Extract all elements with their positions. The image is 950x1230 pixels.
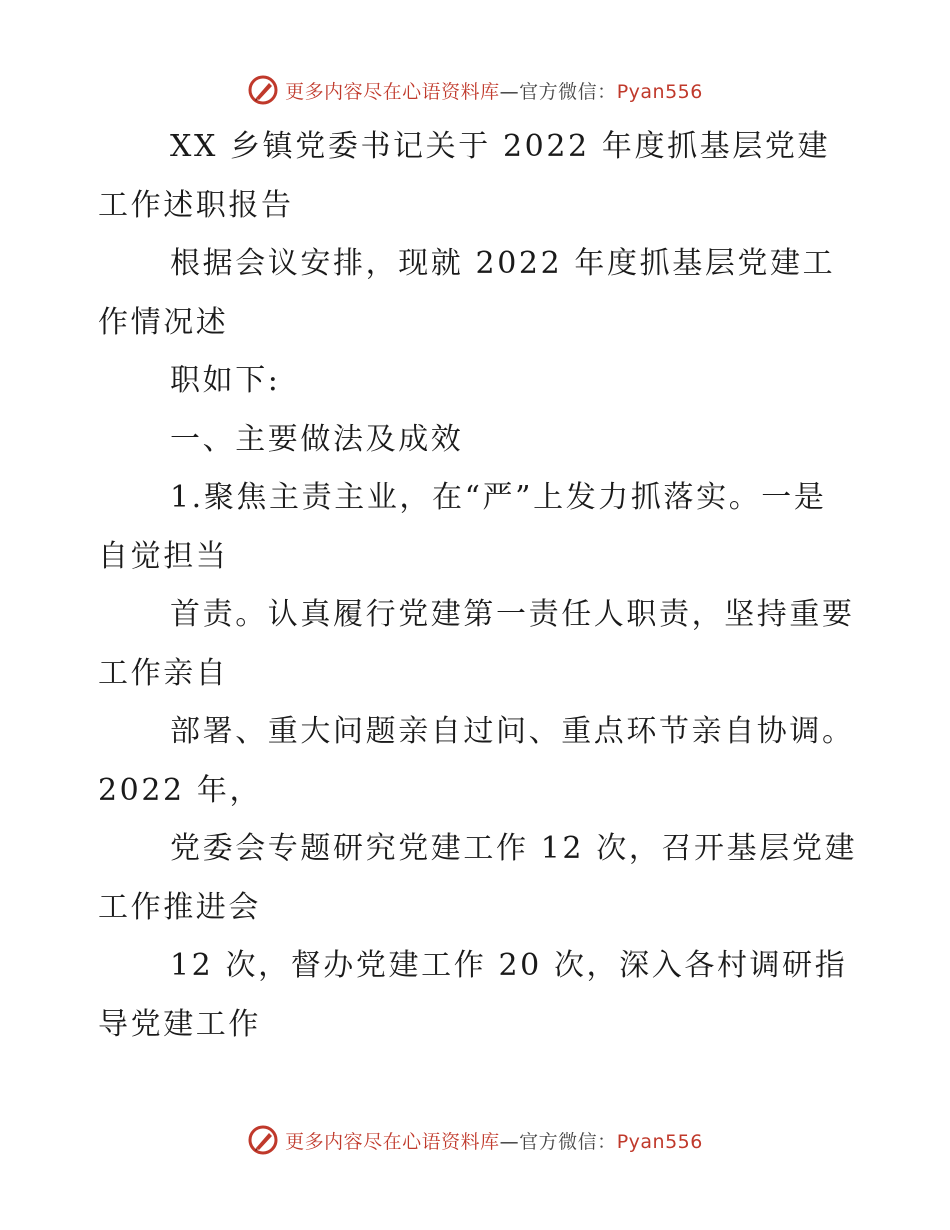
paragraph-item-1-cont-d: 12 次，督办党建工作 20 次，深入各村调研指导党建工作 <box>98 948 848 1042</box>
banner-wechat-label: 官方微信： <box>519 1130 617 1153</box>
section-heading: 一、主要做法及成效 <box>170 421 464 457</box>
banner-text <box>285 1127 703 1154</box>
paragraph-item-1-cont-a: 首责。认真履行党建第一责任人职责，坚持重要工作亲自 <box>98 597 855 691</box>
banner-brand-text: 更多内容尽在心语资料库 <box>285 1130 500 1153</box>
header-watermark-banner <box>0 70 950 110</box>
pen-circle-logo-icon <box>247 1124 279 1156</box>
document-title: XX 乡镇党委书记关于 2022 年度抓基层党建工作述职报告 <box>98 129 831 223</box>
paragraph-intro-cont: 职如下: <box>170 363 281 398</box>
paragraph-item-1-cont-b: 部署、重大问题亲自过问、重点环节亲自协调。2022 年， <box>98 714 855 808</box>
paragraph-item-1-cont-c: 党委会专题研究党建工作 12 次，召开基层党建工作推进会 <box>98 831 858 925</box>
banner-dash: — <box>499 80 520 103</box>
banner-dash: — <box>499 1130 520 1153</box>
paragraph-intro: 根据会议安排，现就 2022 年度抓基层党建工作情况述 <box>98 246 836 340</box>
footer-watermark-banner <box>0 1120 950 1160</box>
document-body <box>98 118 858 1054</box>
paragraph-item-1: 1.聚焦主责主业，在“严”上发力抓落实。一是自觉担当 <box>98 480 827 574</box>
banner-wechat-id: Pyan556 <box>616 1130 703 1153</box>
pen-circle-logo-icon <box>247 74 279 106</box>
banner-wechat-id: Pyan556 <box>616 80 703 103</box>
banner-text <box>285 77 703 104</box>
banner-wechat-label: 官方微信： <box>519 80 617 103</box>
banner-brand-text: 更多内容尽在心语资料库 <box>285 80 500 103</box>
